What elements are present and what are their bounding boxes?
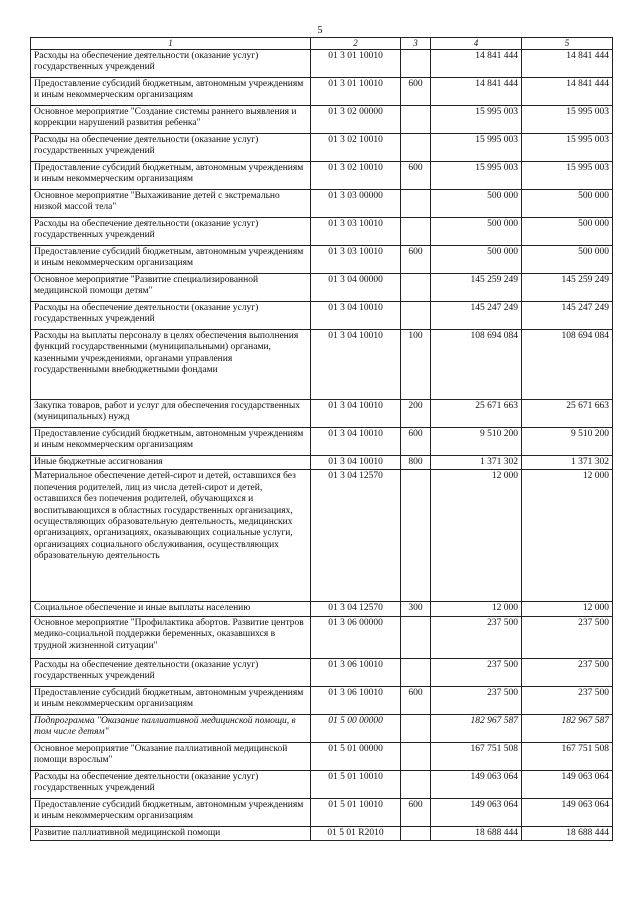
row-name: Предоставление субсидий бюджетным, автономным учреждениям и иным некоммерческим организациям — [31, 428, 311, 456]
row-name: Развитие паллиативной медицинской помощи — [31, 826, 311, 840]
row-code: 01 3 06 10010 — [311, 686, 401, 714]
row-expense-type: 600 — [401, 798, 431, 826]
row-code: 01 5 00 00000 — [311, 714, 401, 742]
row-amount-year1: 25 671 663 — [431, 400, 522, 428]
row-code: 01 3 03 00000 — [311, 190, 401, 218]
row-expense-type — [401, 742, 431, 770]
table-row — [31, 50, 613, 78]
row-amount-year2: 500 000 — [522, 246, 613, 274]
row-amount-year2: 18 688 444 — [522, 826, 613, 840]
row-code: 01 3 04 00000 — [311, 274, 401, 302]
row-amount-year2: 1 371 302 — [522, 456, 613, 470]
row-name: Основное мероприятие "Развитие специализированной медицинской помощи детям" — [31, 274, 311, 302]
row-expense-type — [401, 826, 431, 840]
row-name: Основное мероприятие "Профилактика абортов. Развитие центров медико-социальной поддержки беременных, оказавшихся в трудной жизненной ситуации" — [31, 616, 311, 658]
row-name: Расходы на обеспечение деятельности (оказание услуг) государственных учреждений — [31, 770, 311, 798]
row-code: 01 3 04 10010 — [311, 302, 401, 330]
row-expense-type — [401, 190, 431, 218]
row-code: 01 5 01 R2010 — [311, 826, 401, 840]
row-amount-year2: 149 063 064 — [522, 770, 613, 798]
row-code: 01 3 03 10010 — [311, 218, 401, 246]
row-amount-year2: 237 500 — [522, 686, 613, 714]
row-code: 01 3 02 10010 — [311, 162, 401, 190]
row-amount-year1: 500 000 — [431, 218, 522, 246]
row-amount-year2: 149 063 064 — [522, 798, 613, 826]
table-row — [31, 190, 613, 218]
row-name: Предоставление субсидий бюджетным, автономным учреждениям и иным некоммерческим организациям — [31, 78, 311, 106]
row-amount-year1: 237 500 — [431, 686, 522, 714]
row-code: 01 5 01 10010 — [311, 770, 401, 798]
row-amount-year1: 167 751 508 — [431, 742, 522, 770]
table-row — [31, 658, 613, 686]
column-header-3: 3 — [401, 38, 431, 50]
row-name: Расходы на обеспечение деятельности (оказание услуг) государственных учреждений — [31, 218, 311, 246]
row-amount-year1: 108 694 084 — [431, 330, 522, 400]
row-expense-type: 200 — [401, 400, 431, 428]
row-amount-year1: 15 995 003 — [431, 162, 522, 190]
row-name: Иные бюджетные ассигнования — [31, 456, 311, 470]
table-row — [31, 162, 613, 190]
row-amount-year1: 15 995 003 — [431, 106, 522, 134]
row-expense-type — [401, 770, 431, 798]
table-row — [31, 274, 613, 302]
row-amount-year2: 12 000 — [522, 602, 613, 616]
row-amount-year1: 12 000 — [431, 470, 522, 602]
row-amount-year2: 500 000 — [522, 190, 613, 218]
table-row — [31, 330, 613, 400]
row-expense-type — [401, 658, 431, 686]
row-amount-year1: 149 063 064 — [431, 770, 522, 798]
row-code: 01 5 01 00000 — [311, 742, 401, 770]
row-amount-year1: 237 500 — [431, 658, 522, 686]
row-amount-year2: 167 751 508 — [522, 742, 613, 770]
table-row — [31, 616, 613, 658]
row-expense-type — [401, 134, 431, 162]
row-expense-type — [401, 302, 431, 330]
row-expense-type: 600 — [401, 428, 431, 456]
row-amount-year2: 14 841 444 — [522, 50, 613, 78]
table-row — [31, 246, 613, 274]
row-expense-type: 600 — [401, 78, 431, 106]
row-expense-type: 600 — [401, 162, 431, 190]
row-code: 01 3 03 10010 — [311, 246, 401, 274]
column-header-2: 2 — [311, 38, 401, 50]
row-expense-type — [401, 714, 431, 742]
table-row — [31, 798, 613, 826]
row-amount-year2: 12 000 — [522, 470, 613, 602]
row-amount-year1: 500 000 — [431, 246, 522, 274]
row-amount-year2: 145 247 249 — [522, 302, 613, 330]
row-code: 01 3 04 10010 — [311, 400, 401, 428]
row-expense-type: 600 — [401, 686, 431, 714]
row-name: Подпрограмма "Оказание паллиативной медицинской помощи, в том числе детям" — [31, 714, 311, 742]
row-name: Расходы на обеспечение деятельности (оказание услуг) государственных учреждений — [31, 302, 311, 330]
row-amount-year1: 145 259 249 — [431, 274, 522, 302]
row-amount-year2: 9 510 200 — [522, 428, 613, 456]
budget-table — [30, 37, 613, 841]
row-amount-year2: 108 694 084 — [522, 330, 613, 400]
row-name: Расходы на обеспечение деятельности (оказание услуг) государственных учреждений — [31, 50, 311, 78]
row-expense-type: 100 — [401, 330, 431, 400]
table-row — [31, 714, 613, 742]
row-name: Основное мероприятие "Создание системы раннего выявления и коррекции нарушений развития ребенка" — [31, 106, 311, 134]
row-amount-year1: 18 688 444 — [431, 826, 522, 840]
table-row — [31, 218, 613, 246]
row-code: 01 3 04 10010 — [311, 330, 401, 400]
row-amount-year2: 145 259 249 — [522, 274, 613, 302]
row-amount-year1: 237 500 — [431, 616, 522, 658]
row-name: Расходы на обеспечение деятельности (оказание услуг) государственных учреждений — [31, 658, 311, 686]
row-name: Предоставление субсидий бюджетным, автономным учреждениям и иным некоммерческим организациям — [31, 246, 311, 274]
table-row — [31, 428, 613, 456]
row-code: 01 3 06 10010 — [311, 658, 401, 686]
row-amount-year1: 12 000 — [431, 602, 522, 616]
row-amount-year1: 15 995 003 — [431, 134, 522, 162]
table-row — [31, 470, 613, 602]
row-amount-year2: 237 500 — [522, 658, 613, 686]
row-amount-year1: 14 841 444 — [431, 78, 522, 106]
row-name: Материальное обеспечение детей-сирот и детей, оставшихся без попечения родителей, лиц из числа детей-сирот и детей, оставшихся без попечения родителей, обучающихся и воспитывающихся в областных государственных организациях, осуществляющих образовательную деятельность, медицинских организациях, организациях, оказывающих социальные услуги, организациях социального обслуживания, осуществляющих образовательную деятельность — [31, 470, 311, 602]
row-amount-year1: 1 371 302 — [431, 456, 522, 470]
row-amount-year2: 25 671 663 — [522, 400, 613, 428]
row-name: Основное мероприятие "Оказание паллиативной медицинской помощи взрослым" — [31, 742, 311, 770]
row-amount-year1: 182 967 587 — [431, 714, 522, 742]
row-name: Расходы на обеспечение деятельности (оказание услуг) государственных учреждений — [31, 134, 311, 162]
table-row — [31, 456, 613, 470]
row-amount-year2: 14 841 444 — [522, 78, 613, 106]
row-expense-type — [401, 106, 431, 134]
row-name: Социальное обеспечение и иные выплаты населению — [31, 602, 311, 616]
row-code: 01 3 06 00000 — [311, 616, 401, 658]
table-row — [31, 742, 613, 770]
column-header-5: 5 — [522, 38, 613, 50]
row-expense-type — [401, 616, 431, 658]
column-header-1: 1 — [31, 38, 311, 50]
row-expense-type: 600 — [401, 246, 431, 274]
header-row — [31, 38, 613, 50]
table-row — [31, 826, 613, 840]
row-amount-year2: 182 967 587 — [522, 714, 613, 742]
row-name: Предоставление субсидий бюджетным, автономным учреждениям и иным некоммерческим организациям — [31, 162, 311, 190]
table-row — [31, 78, 613, 106]
row-amount-year2: 15 995 003 — [522, 134, 613, 162]
row-code: 01 3 01 10010 — [311, 50, 401, 78]
row-name: Предоставление субсидий бюджетным, автономным учреждениям и иным некоммерческим организациям — [31, 798, 311, 826]
row-code: 01 3 02 00000 — [311, 106, 401, 134]
row-name: Закупка товаров, работ и услуг для обеспечения государственных (муниципальных) нужд — [31, 400, 311, 428]
row-amount-year1: 149 063 064 — [431, 798, 522, 826]
row-expense-type — [401, 50, 431, 78]
row-code: 01 3 01 10010 — [311, 78, 401, 106]
table-row — [31, 134, 613, 162]
row-code: 01 3 04 12570 — [311, 602, 401, 616]
row-amount-year2: 15 995 003 — [522, 106, 613, 134]
table-row — [31, 686, 613, 714]
row-amount-year1: 500 000 — [431, 190, 522, 218]
row-amount-year1: 14 841 444 — [431, 50, 522, 78]
row-code: 01 3 04 10010 — [311, 428, 401, 456]
row-name: Расходы на выплаты персоналу в целях обеспечения выполнения функций государственными (муниципальными) органами, казенными учреждениями, органами управления государственными внебюджетными фондами — [31, 330, 311, 400]
column-header-4: 4 — [431, 38, 522, 50]
table-row — [31, 770, 613, 798]
row-name: Предоставление субсидий бюджетным, автономным учреждениям и иным некоммерческим организациям — [31, 686, 311, 714]
row-amount-year2: 500 000 — [522, 218, 613, 246]
row-amount-year2: 237 500 — [522, 616, 613, 658]
row-code: 01 3 02 10010 — [311, 134, 401, 162]
row-amount-year1: 9 510 200 — [431, 428, 522, 456]
row-code: 01 5 01 10010 — [311, 798, 401, 826]
row-amount-year2: 15 995 003 — [522, 162, 613, 190]
row-expense-type — [401, 218, 431, 246]
row-name: Основное мероприятие "Выхаживание детей с экстремально низкой массой тела" — [31, 190, 311, 218]
row-amount-year1: 145 247 249 — [431, 302, 522, 330]
table-body — [31, 50, 613, 841]
row-expense-type — [401, 274, 431, 302]
row-expense-type: 800 — [401, 456, 431, 470]
row-code: 01 3 04 10010 — [311, 456, 401, 470]
table-row — [31, 602, 613, 616]
row-code: 01 3 04 12570 — [311, 470, 401, 602]
table-row — [31, 106, 613, 134]
row-expense-type: 300 — [401, 602, 431, 616]
row-expense-type — [401, 470, 431, 602]
page-number: 5 — [317, 25, 323, 36]
table-row — [31, 302, 613, 330]
table-row — [31, 400, 613, 428]
